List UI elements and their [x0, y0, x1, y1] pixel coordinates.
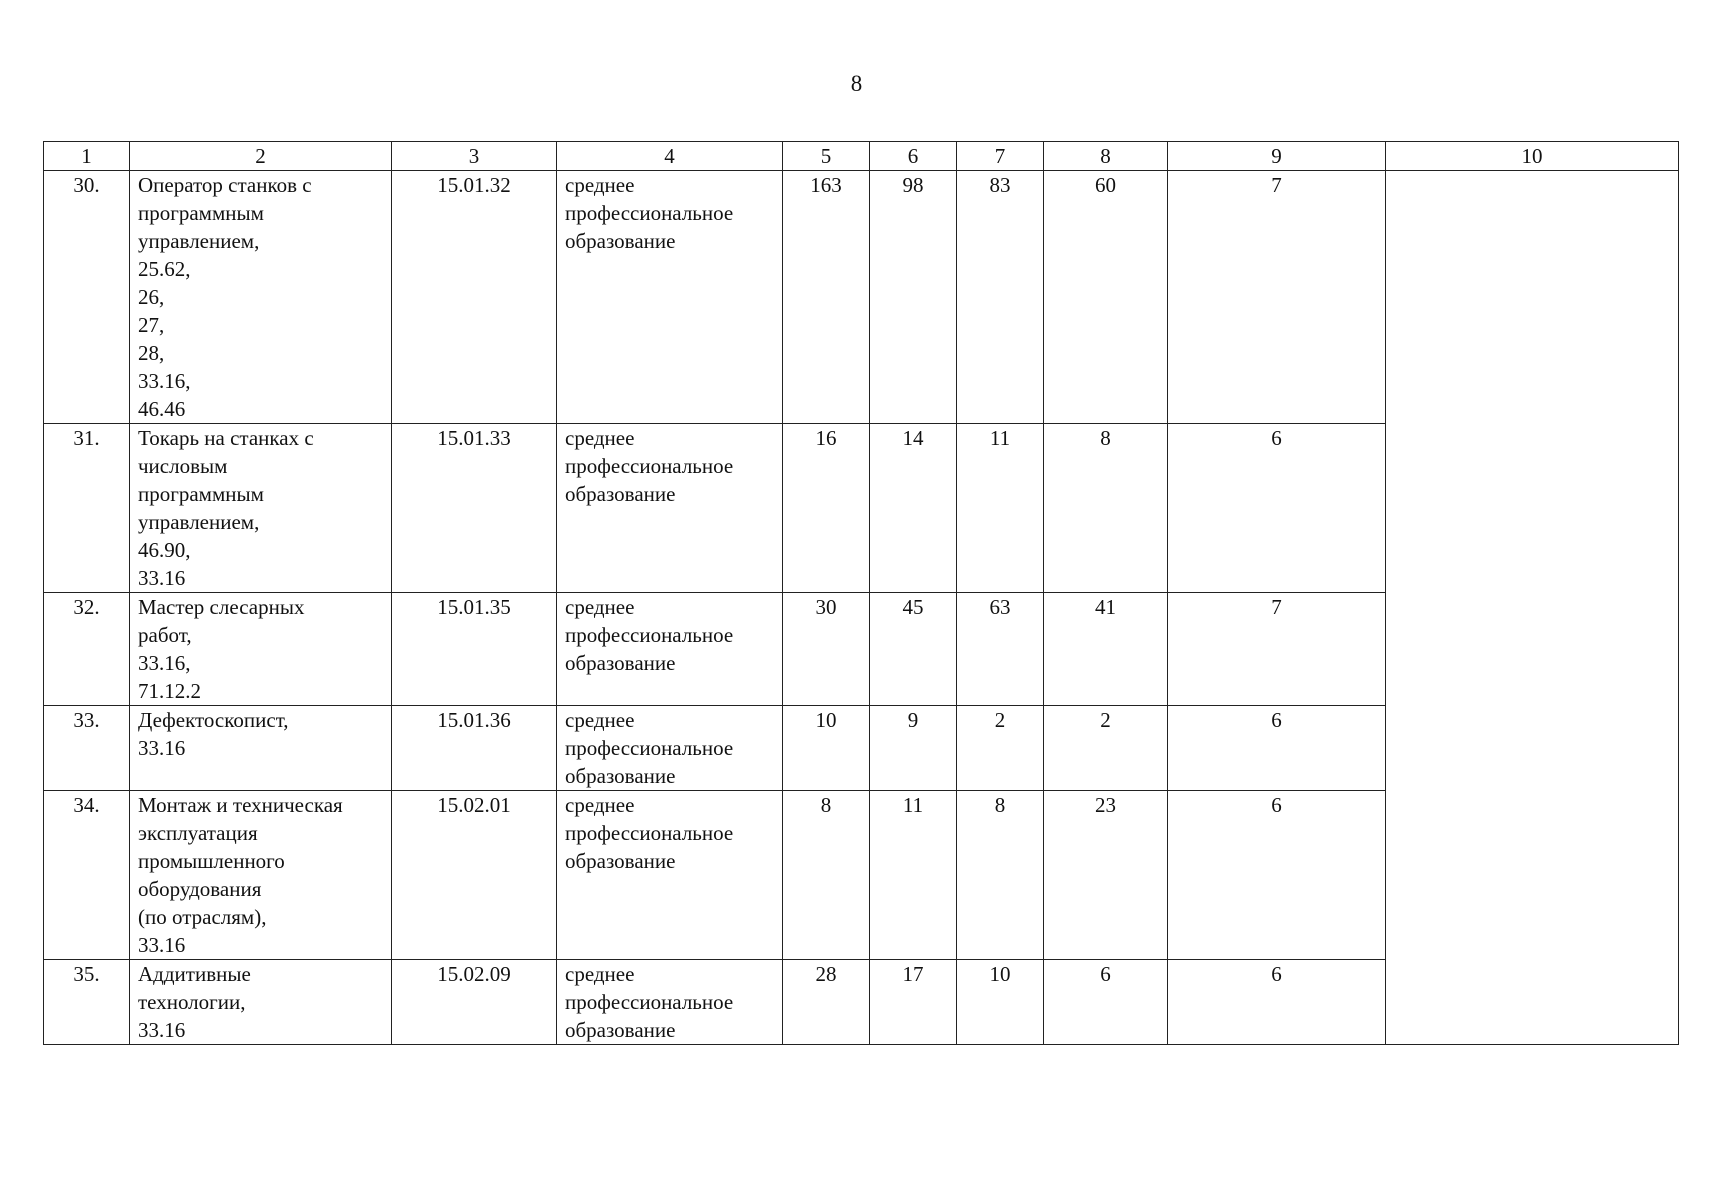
profession-name-line: программным: [138, 482, 264, 506]
code-cell: 15.01.32: [392, 171, 557, 424]
education-level-line: образование: [565, 651, 676, 675]
profession-name-line: промышленного: [138, 849, 285, 873]
profession-name-line: 33.16,: [138, 369, 191, 393]
header-cell: 8: [1044, 142, 1168, 171]
education-level-cell: [557, 171, 783, 424]
education-level-line: образование: [565, 482, 676, 506]
education-level-line: образование: [565, 229, 676, 253]
education-level-line: профессиональное: [565, 454, 734, 478]
row-number-cell: 34.: [44, 791, 130, 960]
value-cell-7: 11: [957, 424, 1044, 593]
education-level-line: образование: [565, 1018, 676, 1042]
education-level-cell: [557, 791, 783, 960]
profession-name-line: 25.62,: [138, 257, 191, 281]
profession-name-cell: [130, 593, 392, 706]
education-level-cell: [557, 960, 783, 1045]
code-cell: 15.02.09: [392, 960, 557, 1045]
profession-name-cell: [130, 171, 392, 424]
value-cell-6: 14: [870, 424, 957, 593]
profession-name-line: программным: [138, 201, 264, 225]
code-cell: 15.01.33: [392, 424, 557, 593]
education-level-line: профессиональное: [565, 990, 734, 1014]
profession-name-cell: [130, 424, 392, 593]
header-cell: 7: [957, 142, 1044, 171]
value-cell-5: 8: [783, 791, 870, 960]
value-cell-6: 11: [870, 791, 957, 960]
profession-name-line: Дефектоскопист,: [138, 708, 289, 732]
profession-name-line: 26,: [138, 285, 165, 309]
profession-name-cell: [130, 960, 392, 1045]
header-cell: 5: [783, 142, 870, 171]
education-level-line: профессиональное: [565, 201, 734, 225]
education-level-cell: [557, 593, 783, 706]
education-level-line: образование: [565, 764, 676, 788]
table-header-row: [44, 142, 1679, 171]
education-level-line: среднее: [565, 595, 635, 619]
value-cell-7: 10: [957, 960, 1044, 1045]
value-cell-9: 6: [1168, 706, 1386, 791]
value-cell-5: 28: [783, 960, 870, 1045]
profession-name-line: 33.16: [138, 933, 186, 957]
header-cell: 9: [1168, 142, 1386, 171]
education-level-line: образование: [565, 849, 676, 873]
value-cell-8: 8: [1044, 424, 1168, 593]
header-cell: 4: [557, 142, 783, 171]
profession-name-line: Мастер слесарных: [138, 595, 305, 619]
code-cell: 15.02.01: [392, 791, 557, 960]
profession-name-line: 46.46: [138, 397, 186, 421]
row-number-cell: 35.: [44, 960, 130, 1045]
value-cell-9: 6: [1168, 424, 1386, 593]
education-level-line: среднее: [565, 426, 635, 450]
education-level-line: среднее: [565, 173, 635, 197]
profession-name-line: оборудования: [138, 877, 262, 901]
value-cell-5: 163: [783, 171, 870, 424]
education-level-line: профессиональное: [565, 821, 734, 845]
profession-name-line: Токарь на станках с: [138, 426, 314, 450]
code-cell: 15.01.35: [392, 593, 557, 706]
header-cell: 2: [130, 142, 392, 171]
profession-name-cell: [130, 791, 392, 960]
profession-name-line: 71.12.2: [138, 679, 201, 703]
value-cell-5: 30: [783, 593, 870, 706]
profession-name-line: Оператор станков с: [138, 173, 312, 197]
profession-name-line: 33.16: [138, 736, 186, 760]
value-cell-9: 6: [1168, 791, 1386, 960]
profession-name-line: 33.16: [138, 1018, 186, 1042]
value-cell-9: 6: [1168, 960, 1386, 1045]
value-cell-8: 23: [1044, 791, 1168, 960]
table-body: [44, 171, 1679, 1045]
profession-name-line: работ,: [138, 623, 192, 647]
profession-name-line: (по отраслям),: [138, 905, 267, 929]
page-number: 8: [850, 71, 863, 96]
row-number-cell: 30.: [44, 171, 130, 424]
profession-name-line: 33.16,: [138, 651, 191, 675]
value-cell-9: 7: [1168, 593, 1386, 706]
row-number-cell: 32.: [44, 593, 130, 706]
value-cell-7: 83: [957, 171, 1044, 424]
header-cell: 3: [392, 142, 557, 171]
value-cell-6: 45: [870, 593, 957, 706]
value-cell-7: 8: [957, 791, 1044, 960]
education-level-cell: [557, 424, 783, 593]
data-table: [43, 141, 1679, 1045]
education-level-line: среднее: [565, 793, 635, 817]
profession-name-line: Монтаж и техническая: [138, 793, 343, 817]
header-cell: 6: [870, 142, 957, 171]
profession-name-line: Аддитивные: [138, 962, 251, 986]
value-cell-7: 63: [957, 593, 1044, 706]
table-row: [44, 171, 1679, 424]
value-cell-7: 2: [957, 706, 1044, 791]
profession-name-cell: [130, 706, 392, 791]
profession-name-line: эксплуатация: [138, 821, 258, 845]
education-level-line: профессиональное: [565, 623, 734, 647]
profession-name-line: 28,: [138, 341, 165, 365]
value-cell-9: 7: [1168, 171, 1386, 424]
value-cell-8: 2: [1044, 706, 1168, 791]
code-cell: 15.01.36: [392, 706, 557, 791]
value-cell-8: 41: [1044, 593, 1168, 706]
header-cell: 1: [44, 142, 130, 171]
row-number-cell: 33.: [44, 706, 130, 791]
column-10-cell: [1386, 171, 1679, 1045]
education-level-line: профессиональное: [565, 736, 734, 760]
profession-name-line: числовым: [138, 454, 228, 478]
profession-name-line: управлением,: [138, 229, 260, 253]
profession-name-line: 33.16: [138, 566, 186, 590]
education-level-line: среднее: [565, 962, 635, 986]
value-cell-5: 10: [783, 706, 870, 791]
value-cell-6: 98: [870, 171, 957, 424]
value-cell-6: 17: [870, 960, 957, 1045]
education-level-cell: [557, 706, 783, 791]
value-cell-5: 16: [783, 424, 870, 593]
profession-name-line: технологии,: [138, 990, 246, 1014]
education-level-line: среднее: [565, 708, 635, 732]
header-cell: 10: [1386, 142, 1679, 171]
profession-name-line: 27,: [138, 313, 165, 337]
value-cell-6: 9: [870, 706, 957, 791]
profession-name-line: управлением,: [138, 510, 260, 534]
value-cell-8: 6: [1044, 960, 1168, 1045]
row-number-cell: 31.: [44, 424, 130, 593]
profession-name-line: 46.90,: [138, 538, 191, 562]
value-cell-8: 60: [1044, 171, 1168, 424]
